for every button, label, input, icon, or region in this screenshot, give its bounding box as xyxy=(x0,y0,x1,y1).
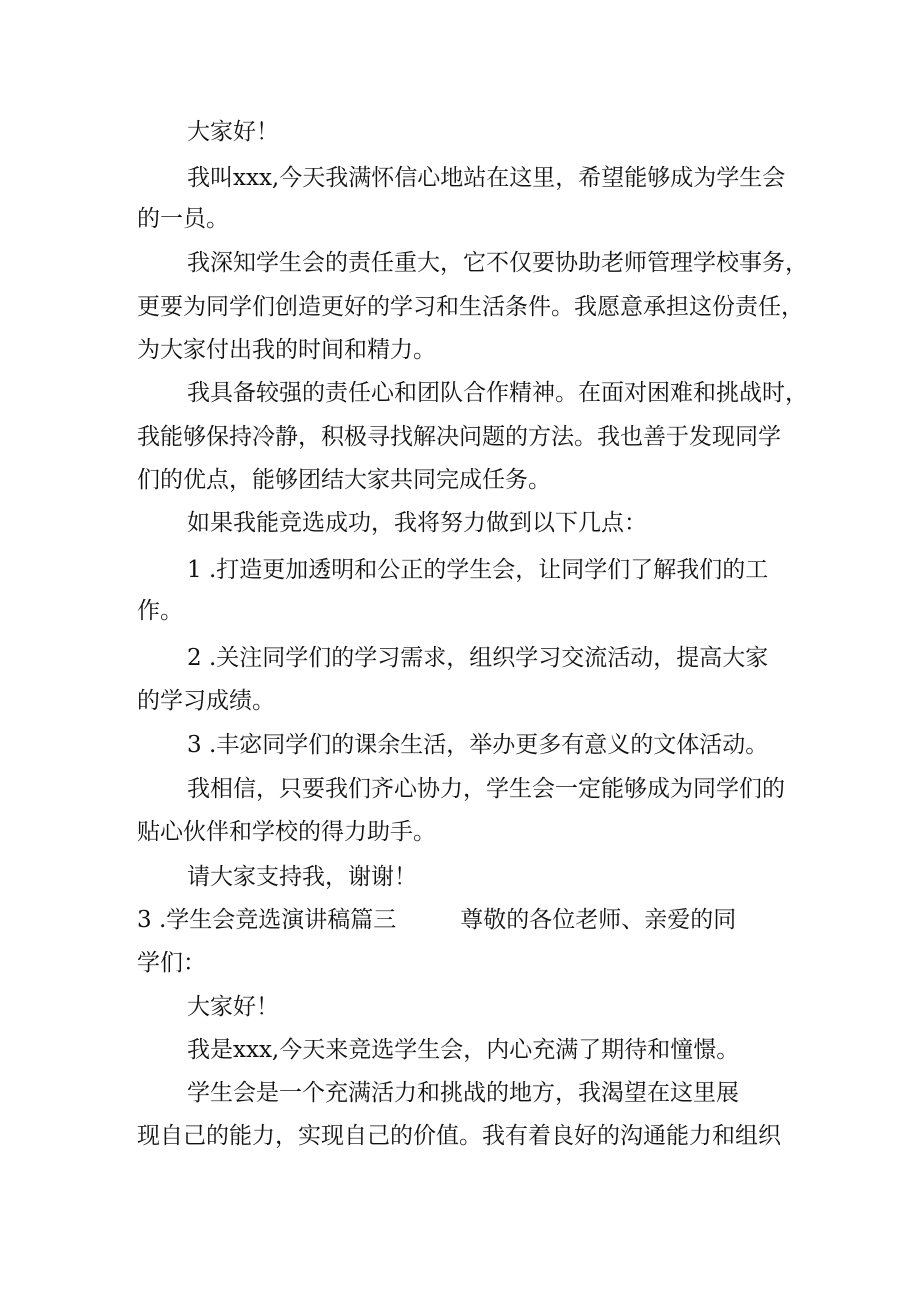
paragraph-line: 请大家支持我，谢谢！ xyxy=(187,864,417,890)
paragraph-line: 如果我能竞选成功，我将努力做到以下几点： xyxy=(187,510,647,536)
paragraph-line: 学们： xyxy=(137,950,206,976)
section-heading-greeting: 尊敬的各位老师、亲爱的同 xyxy=(460,907,737,933)
paragraph-line: 我相信，只要我们齐心协力，学生会一定能够成为同学们的 xyxy=(187,776,785,802)
paragraph-line: 大家好！ xyxy=(187,119,279,145)
paragraph-line: 我具备较强的责任心和团队合作精神。在面对困难和挑战时， xyxy=(187,380,808,406)
paragraph-line: 的一员。 xyxy=(137,206,229,232)
paragraph-line: 学生会是一个充满活力和挑战的地方，我渴望在这里展 xyxy=(187,1080,739,1106)
list-item-line: 的学习成绩。 xyxy=(137,688,275,714)
paragraph-line: 贴心伙伴和学校的得力助手。 xyxy=(137,819,436,845)
list-item-line: 作。 xyxy=(137,598,183,624)
paragraph-line: 现自己的能力，实现自己的价值。我有着良好的沟通能力和组织 xyxy=(137,1123,781,1149)
paragraph-line: 我叫xxx,今天我满怀信心地站在这里，希望能够成为学生会 xyxy=(187,165,786,191)
paragraph-line: 我是xxx,今天来竞选学生会，内心充满了期待和憧憬。 xyxy=(187,1037,740,1063)
paragraph-line: 我能够保持冷静，积极寻找解决问题的方法。我也善于发现同学 xyxy=(137,424,781,450)
paragraph-line: 更要为同学们创造更好的学习和生活条件。我愿意承担这份责任， xyxy=(137,294,804,320)
list-item-line: 2 .关注同学们的学习需求，组织学习交流活动，提高大家 xyxy=(187,645,769,671)
paragraph-line: 为大家付出我的时间和精力。 xyxy=(137,337,436,363)
paragraph-line: 我深知学生会的责任重大，它不仅要协助老师管理学校事务， xyxy=(187,250,808,276)
section-heading xyxy=(137,905,736,935)
list-item-line: 1 .打造更加透明和公正的学生会，让同学们了解我们的工 xyxy=(187,557,769,583)
list-item-line: 3 .丰宓同学们的课余生活，举办更多有意义的文体活动。 xyxy=(187,732,769,758)
paragraph-line: 们的优点，能够团结大家共同完成任务。 xyxy=(137,467,551,493)
paragraph-line: 大家好！ xyxy=(187,994,279,1020)
section-heading-title: 3 .学生会竞选演讲稿篇三 xyxy=(137,907,397,933)
